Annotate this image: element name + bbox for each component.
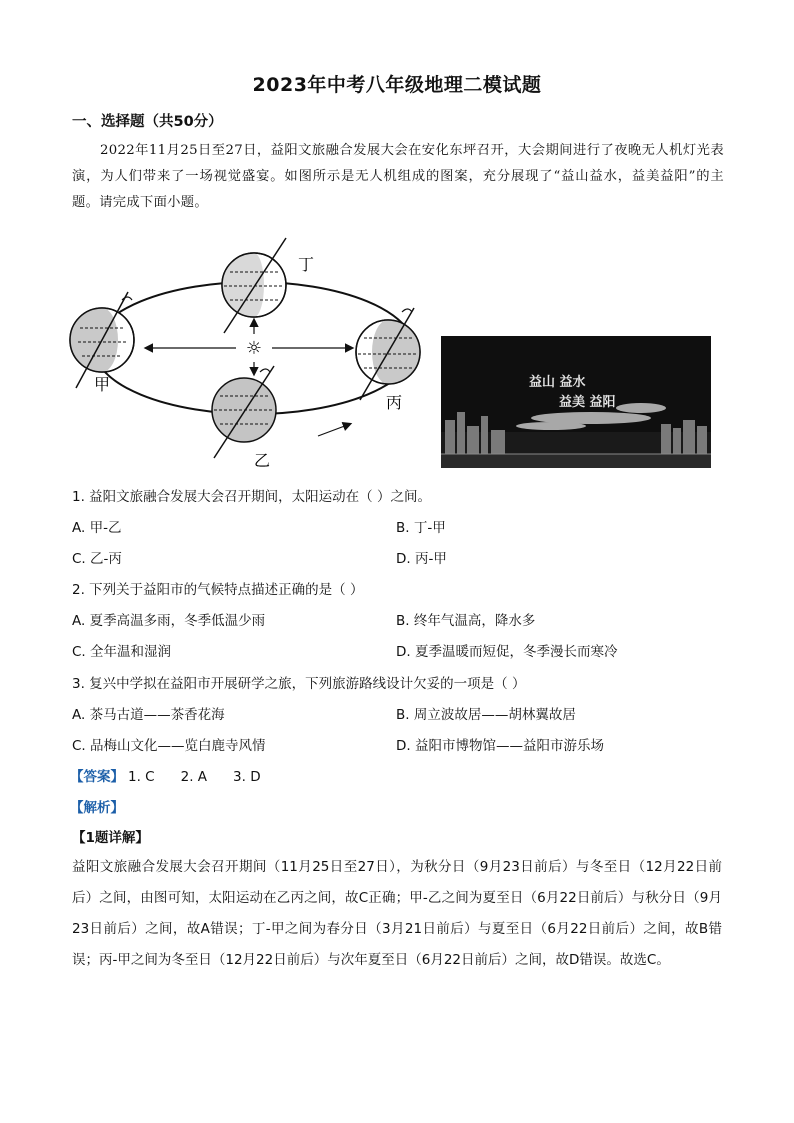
- question-3: 3. 复兴中学拟在益阳市开展研学之旅，下列旅游路线设计欠妥的一项是（ ）: [72, 676, 526, 692]
- label-jia: 甲: [94, 375, 111, 394]
- q1-option-b[interactable]: B. 丁-甲: [396, 520, 446, 536]
- q2-option-c[interactable]: C. 全年温和湿润: [72, 644, 172, 660]
- q2-option-d[interactable]: D. 夏季温暖而短促，冬季漫长而寒冷: [396, 644, 618, 660]
- q3-option-d[interactable]: D. 益阳市博物馆——益阳市游乐场: [396, 738, 604, 754]
- label-ding: 丁: [298, 255, 315, 274]
- q3-option-b[interactable]: B. 周立波故居——胡林翼故居: [396, 707, 576, 723]
- answer-item-3: 3. D: [233, 769, 261, 785]
- earth-jia: [70, 292, 134, 388]
- q2-option-b[interactable]: B. 终年气温高，降水多: [396, 613, 536, 629]
- q3-option-c[interactable]: C. 品梅山文化——览白鹿寺风情: [72, 738, 266, 754]
- detail-text: 益阳文旅融合发展大会召开期间（11月25日至27日），为秋分日（9月23日前后）与冬至日（12月22日前后）之间，由图可知，太阳运动在乙丙之间，故C正确；甲-乙之间为夏至日（6月22日前后）与秋分日（9月23日前后）之间，故A错误；丁-甲之间为春分日（3月21日前后）与夏至日（6月22日前后）之间，故B错误；丙-甲之间为冬至日（12月22日前后）与次年夏至日（6月22日前后）之间，故D错误。故选C。: [72, 859, 722, 968]
- q3-option-a[interactable]: A. 茶马古道——茶香花海: [72, 707, 225, 723]
- earth-ding: [222, 238, 286, 333]
- photo-text-1: 益山 益水: [529, 375, 586, 390]
- page-title: 2023年中考八年级地理二模试题: [252, 74, 542, 96]
- earth-bing: [356, 308, 420, 400]
- sun-icon: ☼: [245, 338, 263, 359]
- answer-label: 【答案】: [70, 769, 124, 785]
- answer-item-1: 1. C: [128, 769, 155, 785]
- earth-yi: [212, 366, 276, 458]
- analysis-label: 【解析】: [70, 800, 124, 816]
- drone-show-photo: [441, 336, 711, 468]
- intro-paragraph: 2022年11月25日至27日，益阳文旅融合发展大会在安化东坪召开，大会期间进行了夜晚无人机灯光表演，为人们带来了一场视觉盛宴。如图所示是无人机组成的图案，充分展现了“益山益水，益美益阳”的主题。请完成下面小题。: [72, 143, 724, 210]
- question-1: 1. 益阳文旅融合发展大会召开期间，太阳运动在（ ）之间。: [72, 489, 431, 505]
- earth-orbit-diagram: [64, 228, 444, 473]
- answer-row: [70, 765, 283, 785]
- q1-option-c[interactable]: C. 乙-丙: [72, 551, 122, 567]
- photo-text-2: 益美 益阳: [559, 395, 616, 410]
- section-heading: 一、选择题（共50分）: [72, 114, 223, 130]
- label-yi: 乙: [254, 451, 271, 470]
- detail-label: 【1题详解】: [72, 830, 149, 846]
- label-bing: 丙: [386, 393, 403, 412]
- q2-option-a[interactable]: A. 夏季高温多雨，冬季低温少雨: [72, 613, 266, 629]
- q1-option-d[interactable]: D. 丙-甲: [396, 551, 447, 567]
- answer-item-2: 2. A: [180, 769, 208, 785]
- question-2: 2. 下列关于益阳市的气候特点描述正确的是（ ）: [72, 582, 364, 598]
- q1-option-a[interactable]: A. 甲-乙: [72, 520, 122, 536]
